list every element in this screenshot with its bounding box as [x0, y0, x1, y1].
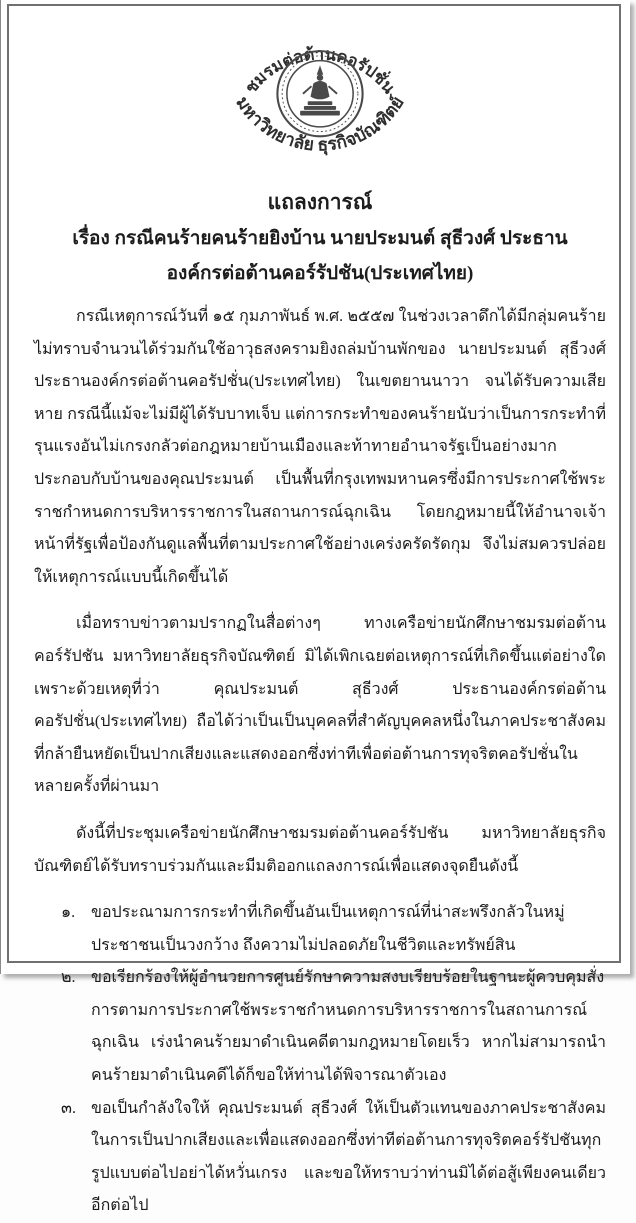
list-item-text: ขอประณามการกระทำที่เกิดขึ้นอันเป็นเหตุการณ์ที่น่าสะพรึงกลัวในหมู่ประชาชนเป็นวงกว้าง ถึงความไม่ปลอดภัยในชีวิตและทรัพย์สิน — [91, 904, 565, 954]
list-item — [61, 897, 606, 962]
paragraph-incident: กรณีเหตุการณ์วันที่ ๑๕ กุมภาพันธ์ พ.ศ. ๒๕๕๗ ในช่วงเวลาดึกได้มีกลุ่มคนร้ายไม่ทราบจำนวนได้ร่วมกันใช้อาวุธสงครามยิงถล่มบ้านพักของ นายประมนต์ สุธีวงศ์ ประธานองค์กรต่อต้านคอรัปชั่น(ประเทศไทย) ในเขตยานนาวา จนได้รับความเสียหาย กรณีนี้แม้จะไม่มีผู้ได้รับบาทเจ็บ แต่การกระทำของคนร้ายนับว่าเป็นการกระทำที่รุนแรงอันไม่เกรงกลัวต่อกฎหมายบ้านเมืองและท้าทายอำนาจรัฐเป็นอย่างมาก ประกอบกับบ้านของคุณประมนต์ เป็นพื้นที่กรุงเทพมหานครซึ่งมีการประกาศใช้พระราชกำหนดการบริหารราชการในสถานการณ์ฉุกเฉิน โดยกฎหมายนี้ให้อำนาจเจ้าหน้าที่รัฐเพื่อป้องกันดูแลพื้นที่ตามประกาศใช้อย่างเคร่งครัดรัดกุม จึงไม่สมควรปล่อยให้เหตุการณ์แบบนี้เกิดขึ้นได้ — [34, 308, 606, 586]
list-item — [61, 1093, 606, 1223]
seal-top-text: ชมรมต่อต้านคอรัปชั่น — [241, 44, 399, 98]
statement-title: แถลงการณ์ — [267, 190, 373, 214]
statement-list — [34, 897, 606, 1223]
organization-seal — [34, 18, 606, 165]
deity-emblem-icon — [300, 65, 340, 115]
statement-subject: เรื่อง กรณีคนร้ายคนร้ายยิงบ้าน นายประมนต์ สุธีวงศ์ ประธานองค์กรต่อต้านคอร์รัปชัน(ประเทศไทย) — [72, 228, 568, 284]
list-item-number: ๑. — [61, 904, 76, 922]
list-item-text: ขอเป็นกำลังใจให้ คุณประมนต์ สุธีวงศ์ ให้เป็นตัวแทนของภาคประชาสังคมในการเป็นปากเสียงและเพื่อแสดงออกซึ่งท่าทีต่อต้านการทุจริตคอร์รัปชันทุกรูปแบบต่อไปอย่าได้หวั่นเกรง และขอให้ทราบว่าท่านมิได้ต่อสู้เพียงคนเดียวอีกต่อไป — [91, 1099, 606, 1215]
list-item — [61, 962, 606, 1092]
list-item-number: ๒. — [61, 969, 76, 987]
anti-corruption-club-seal-icon — [222, 18, 418, 160]
paragraph-resolution: ดังนี้ที่ประชุมเครือข่ายนักศึกษาชมรมต่อต้านคอร์รัปชัน มหาวิทยาลัยธุรกิจบัณฑิตย์ได้รับทราบร่วมกันและมีมติออกแถลงการณ์เพื่อแสดงจุดยืนดังนี้ — [34, 824, 606, 875]
seal-bottom-text: มหาวิทยาลัย ธุรกิจบัณฑิตย์ — [232, 92, 408, 155]
list-item-text: ขอเรียกร้องให้ผู้อำนวยการศูนย์รักษาความสงบเรียบร้อยในฐานะผู้ควบคุมสั่งการตามการประกาศใช้พระราชกำหนดการบริหารราชการในสถานการณ์ฉุกเฉิน เร่งนำคนร้ายมาดำเนินคดีตามกฎหมายโดยเร็ว หากไม่สามารถนำคนร้ายมาดำเนินคดีได้ก็ขอให้ท่านได้พิจารณาตัวเอง — [91, 969, 606, 1085]
paragraph-response: เมื่อทราบข่าวตามปรากฏในสื่อต่างๆ ทางเครือข่ายนักศึกษาชมรมต่อต้านคอร์รัปชัน มหาวิทยาลัยธุรกิจบัณฑิตย์ มิได้เพิกเฉยต่อเหตุการณ์ที่เกิดขึ้นแต่อย่างใด เพราะด้วยเหตุที่ว่า คุณประมนต์ สุธีวงศ์ ประธานองค์กรต่อต้านคอรัปชั่น(ประเทศไทย) ถือได้ว่าเป็นเป็นบุคคลที่สำคัญบุคคลหนึ่งในภาคประชาสังคมที่กล้ายืนหยัดเป็นปากเสียงและแสดงออกซึ่งท่าทีเพื่อต่อต้านการทุจริตคอรัปชั่นในหลายครั้งที่ผ่านมา — [34, 615, 606, 796]
document-content — [34, 10, 606, 1223]
list-item-number: ๓. — [61, 1099, 76, 1117]
